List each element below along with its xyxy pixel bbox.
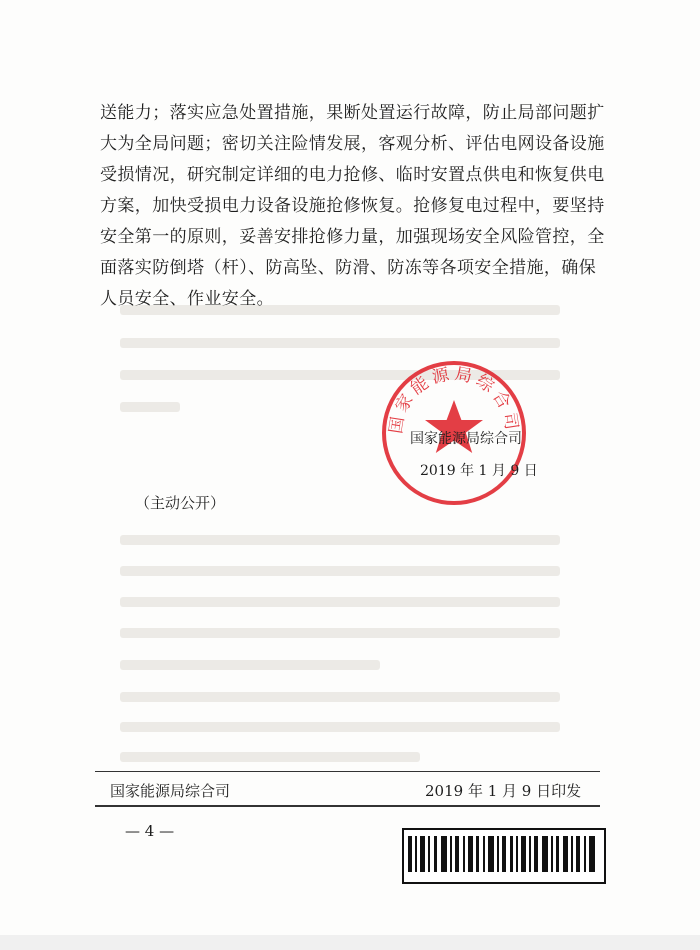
body-line: 人员安全、作业安全。 [100, 289, 274, 309]
body-line: 送能力；落实应急处置措施，果断处置运行故障，防止局部问题扩 [100, 103, 605, 123]
footer-bottom-rule [95, 805, 600, 807]
show-through-line [120, 752, 420, 762]
scan-bottom-band [0, 935, 700, 950]
body-line: 安全第一的原则，妥善安排抢修力量，加强现场安全风险管控，全 [100, 227, 605, 247]
disclosure-note: （主动公开） [135, 494, 226, 512]
show-through-line [120, 628, 560, 638]
show-through-line [120, 660, 380, 670]
body-line: 面落实防倒塔（杆）、防高坠、防滑、防冻等各项安全措施，确保 [100, 258, 597, 278]
signature-issuer: 国家能源局综合司 [410, 431, 522, 447]
show-through-line [120, 338, 560, 348]
show-through-line [120, 722, 560, 732]
signature-date: 2019 年 1 月 9 日 [420, 463, 538, 479]
footer-date: 2019 年 1 月 9 日印发 [425, 782, 582, 800]
show-through-line [120, 692, 560, 702]
body-paragraph [100, 98, 605, 315]
barcode-icon [402, 828, 606, 884]
page-number: — 4 — [125, 822, 175, 840]
show-through-line [120, 535, 560, 545]
show-through-line [120, 597, 560, 607]
body-line: 方案，加快受损电力设备设施抢修恢复。抢修复电过程中，要坚持 [100, 196, 605, 216]
footer-top-rule [95, 771, 600, 772]
seal-text: 国家能源局综合司 [386, 364, 522, 436]
body-line: 受损情况，研究制定详细的电力抢修、临时安置点供电和恢复供电 [100, 165, 605, 185]
body-line: 大为全局问题；密切关注险情发展，客观分析、评估电网设备设施 [100, 134, 605, 154]
show-through-line [120, 566, 560, 576]
footer-issuer: 国家能源局综合司 [110, 782, 231, 800]
show-through-line [120, 402, 180, 412]
